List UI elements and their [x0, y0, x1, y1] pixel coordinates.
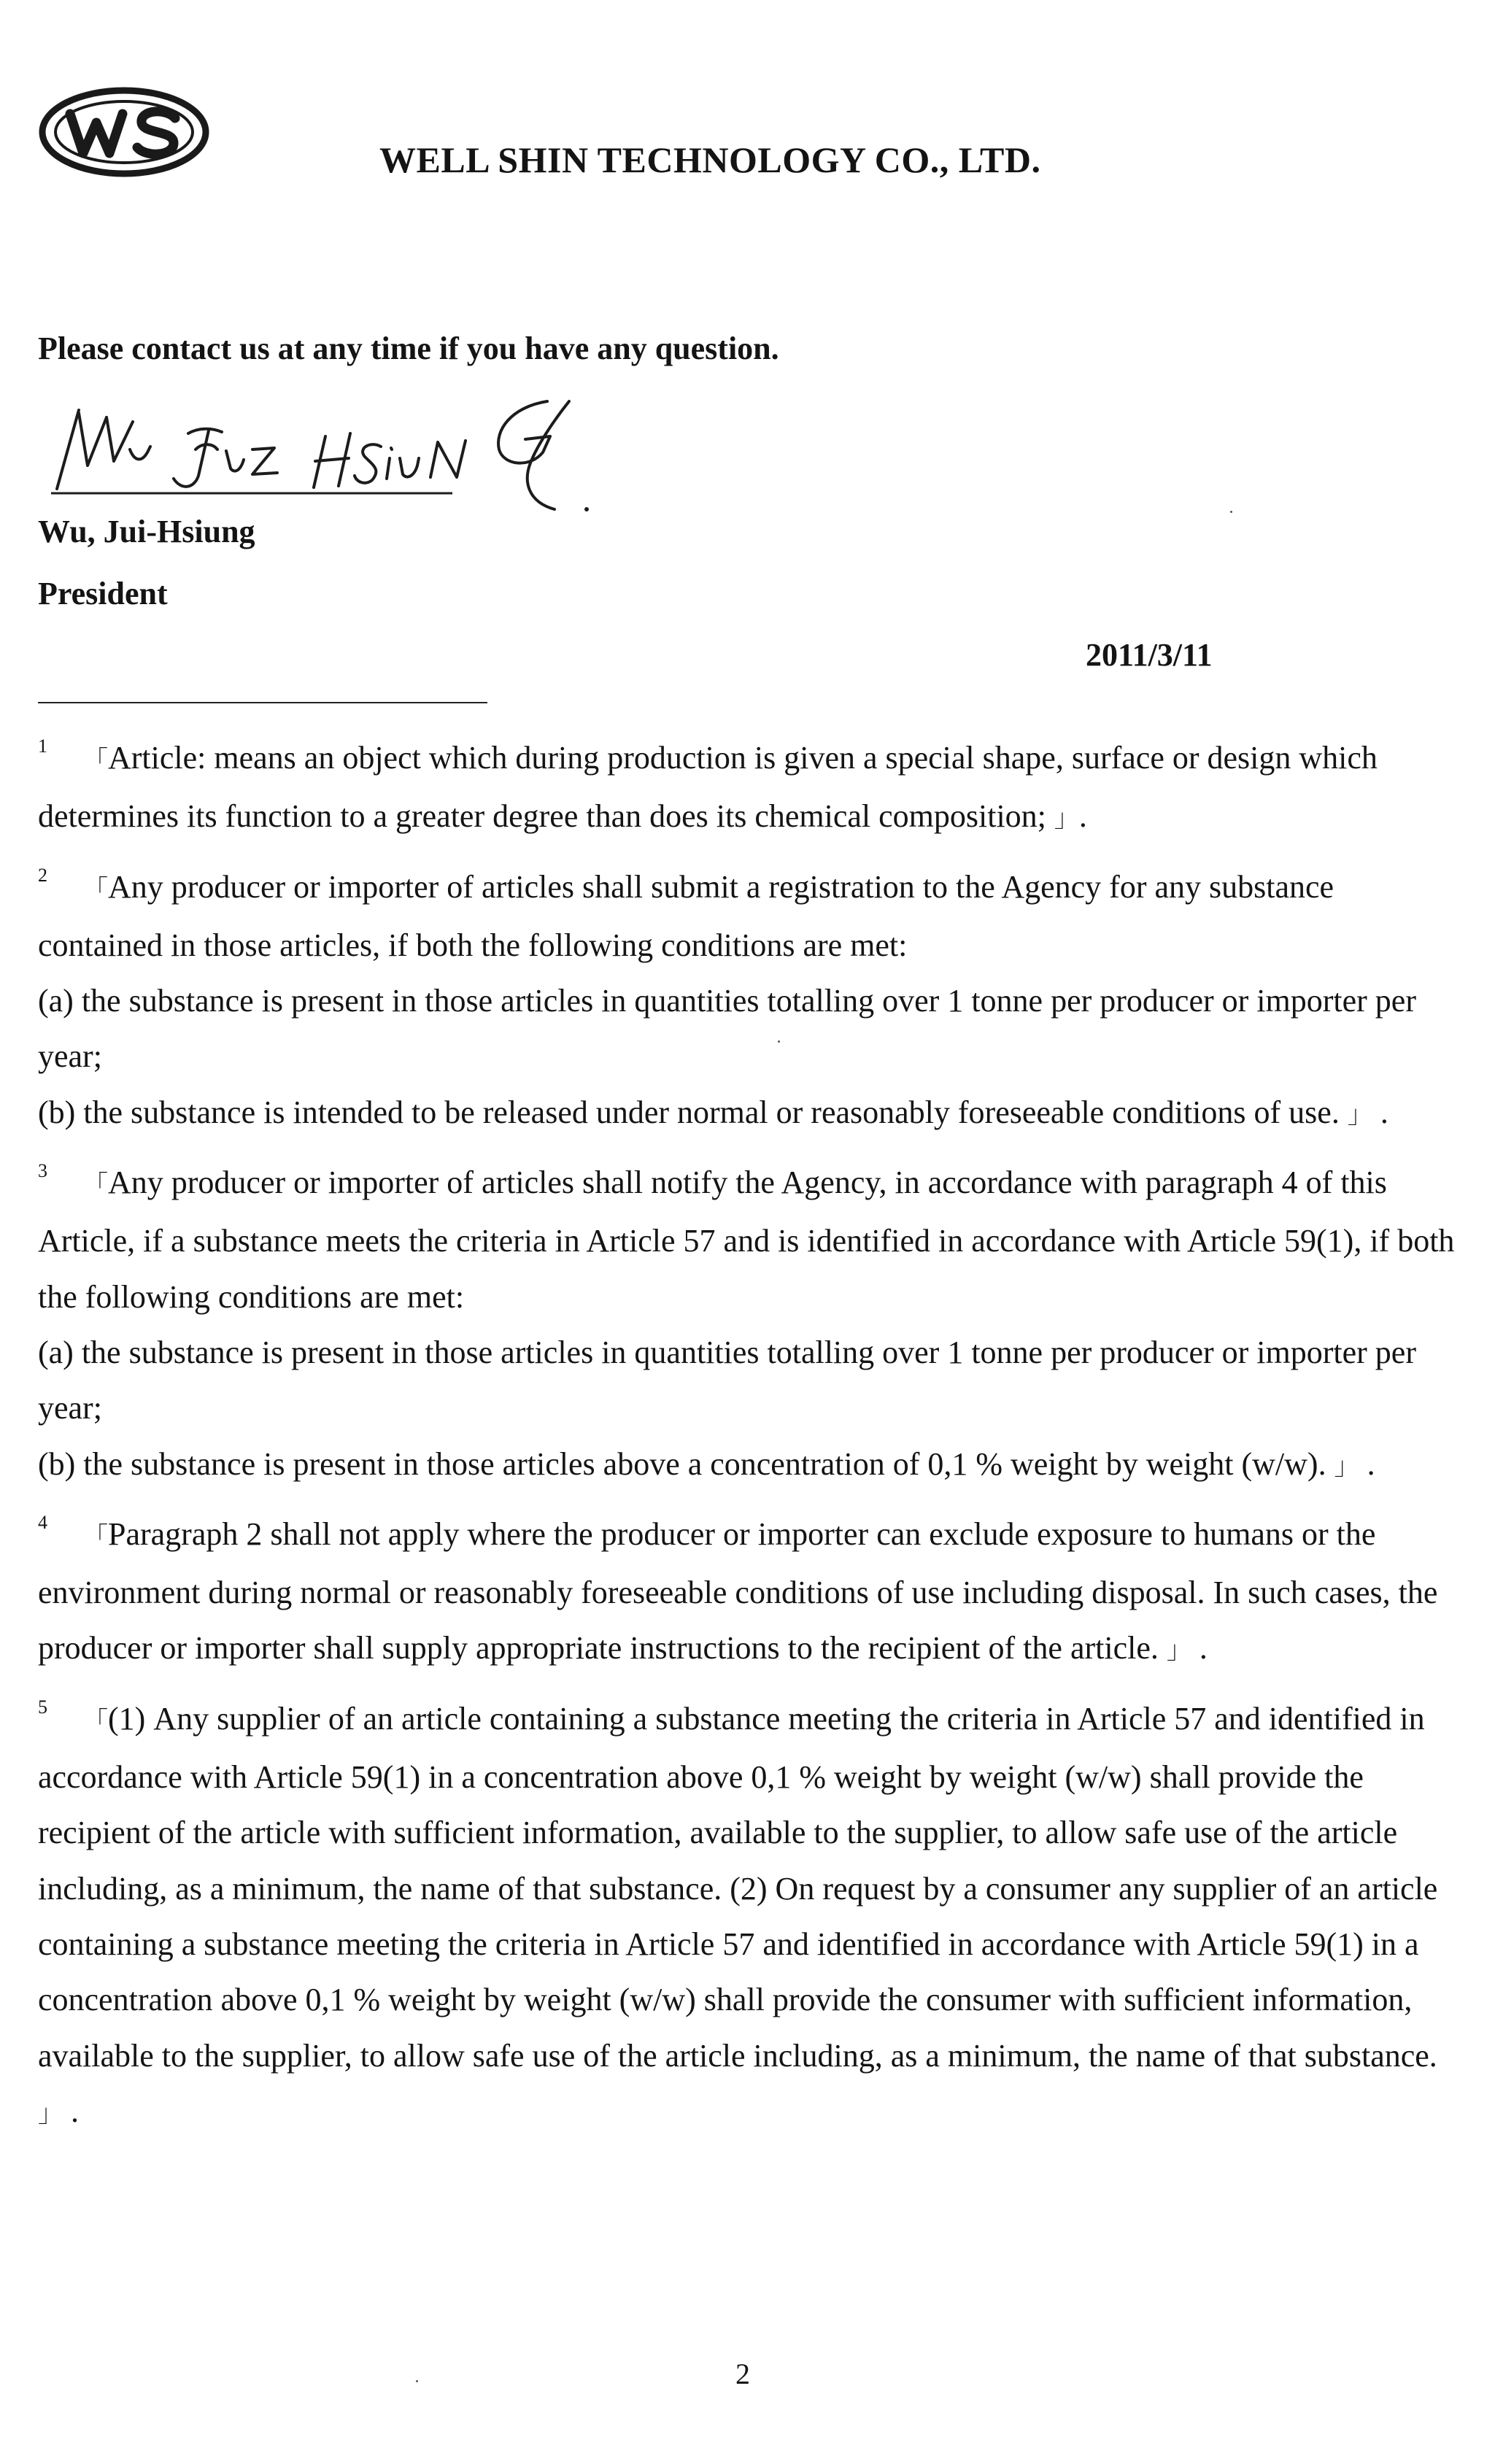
footnote-number: 3: [38, 1160, 47, 1182]
footnote-text: Paragraph 2 shall not apply where the producer or importer can exclude exposure to humans or the environment during normal or reasonably foreseeable conditions of use including disposal. In such cases, the producer or importer shall supply appropriate instructions to the recipient of the article.: [38, 1515, 1438, 1667]
page-number: 2: [735, 2357, 750, 2390]
footnote-item-last: [38, 1437, 1461, 1495]
close-bracket: 」: [1166, 1637, 1191, 1665]
open-bracket: 「: [83, 1707, 108, 1735]
open-bracket: 「: [83, 1172, 108, 1200]
close-bracket: 」: [1054, 806, 1079, 833]
footnote-1: [38, 719, 1461, 848]
footnote-2: [38, 848, 1461, 974]
open-bracket: 「: [83, 747, 108, 774]
footnote-5: [38, 1680, 1461, 2142]
footnote-item-text: (b) the substance is intended to be released under normal or reasonably foreseeable conditions of use.: [38, 1094, 1340, 1130]
footnote-item: (a) the substance is present in those articles in quantities totalling over 1 tonne per producer or importer per year;: [38, 983, 1416, 1075]
signer-name: Wu, Jui-Hsiung: [38, 514, 255, 549]
signer-title: President: [38, 576, 168, 611]
footnote-end: .: [1367, 1445, 1375, 1482]
footnote-number: 2: [38, 864, 47, 886]
closing-line: Please contact us at any time if you have any question.: [38, 331, 779, 366]
letter-date: 2011/3/11: [1086, 637, 1213, 673]
scan-speck: [778, 1040, 780, 1043]
footnote-item-text: (b) the substance is present in those articles above a concentration of 0,1 % weight by weight (w/w).: [38, 1445, 1326, 1482]
scan-speck: [416, 2380, 418, 2382]
footnote-number: 5: [38, 1696, 47, 1718]
footnote-number: 4: [38, 1511, 47, 1533]
footnote-item-last: [38, 1085, 1461, 1143]
footnote-divider: [38, 702, 487, 703]
footnote-end: .: [71, 2093, 79, 2129]
close-bracket: 」: [1334, 1453, 1359, 1480]
footnotes: [38, 719, 1461, 2142]
footnote-number: 1: [38, 735, 47, 757]
footnote-end: .: [1199, 1630, 1208, 1667]
scan-speck: [1230, 511, 1232, 513]
footnote-3: [38, 1143, 1461, 1325]
close-bracket: 」: [38, 2100, 63, 2128]
footnote-end: .: [1380, 1094, 1388, 1130]
footnote-end: .: [1078, 798, 1087, 835]
footnote-text: Article: means an object which during production is given a special shape, surface or design which determines its function to a greater degree than does its chemical composition;: [38, 740, 1378, 835]
open-bracket: 「: [83, 1523, 108, 1550]
footnote-text: Any producer or importer of articles shall notify the Agency, in accordance with paragraph 4 of this Article, if a substance meets the criteria in Article 57 and is identified in accordance with Article 59(1), if both the following conditions are met:: [38, 1165, 1455, 1315]
company-logo: [38, 86, 210, 178]
footnote-4: [38, 1495, 1461, 1680]
company-name: WELL SHIN TECHNOLOGY CO., LTD.: [379, 139, 1041, 180]
footnote-text: (1) Any supplier of an article containing a substance meeting the criteria in Article 57 and identified in accordance with Article 59(1) in a concentration above 0,1 % weight by weight (w/w) shall provide the recipient of the article with sufficient information, available to the supplier, to allow safe use of the article including, as a minimum, the name of that substance. (2) On request by a consumer any supplier of an article containing a substance meeting the criteria in Article 57 and identified in accordance with Article 59(1) in a concentration above 0,1 % weight by weight (w/w) shall provide the consumer with sufficient information, available to the supplier, to allow safe use of the article including, as a minimum, the name of that substance.: [38, 1700, 1438, 2074]
footnote-text: Any producer or importer of articles shall submit a registration to the Agency for any substance contained in those articles, if both the following conditions are met:: [38, 868, 1334, 963]
open-bracket: 「: [83, 876, 108, 903]
footnote-item: (a) the substance is present in those articles in quantities totalling over 1 tonne per producer or importer per year;: [38, 1334, 1416, 1426]
close-bracket: 」: [1347, 1101, 1372, 1129]
